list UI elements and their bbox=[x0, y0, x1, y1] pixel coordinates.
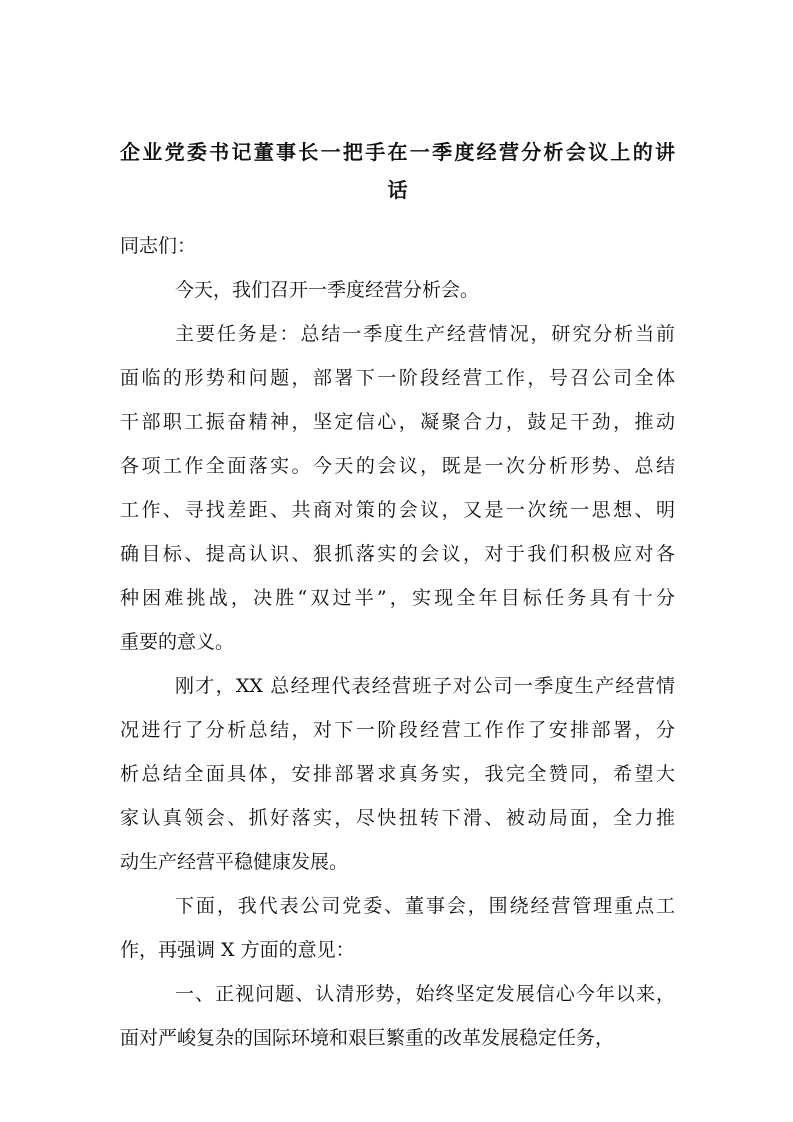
paragraph-line: 动生产经营平稳健康发展。 bbox=[120, 851, 349, 873]
paragraph-line: 种困难挑战，决胜“双过半”，实现全年目标任务具有十分 bbox=[120, 587, 675, 609]
paragraph-line: 况进行了分析总结，对下一阶段经营工作作了安排部署，分 bbox=[120, 719, 675, 741]
paragraph bbox=[120, 884, 675, 972]
title-line-2: 话 bbox=[387, 178, 408, 202]
paragraph-line: 确目标、提高认识、狠抓落实的会议，对于我们积极应对各 bbox=[120, 543, 675, 565]
paragraph bbox=[120, 224, 675, 268]
document-body bbox=[120, 224, 675, 1060]
paragraph bbox=[120, 312, 675, 664]
paragraph-line: 析总结全面具体，安排部署求真务实，我完全赞同，希望大 bbox=[120, 763, 675, 785]
paragraph-line: 同志们： bbox=[120, 235, 197, 257]
paragraph-line: 今天，我们召开一季度经营分析会。 bbox=[175, 279, 480, 301]
paragraph-line: 干部职工振奋精神，坚定信心，凝聚合力，鼓足干劲，推动 bbox=[120, 411, 675, 433]
paragraph bbox=[120, 268, 675, 312]
title-line-1: 企业党委书记董事长一把手在一季度经营分析会议上的讲 bbox=[120, 140, 675, 164]
paragraph-line: 主要任务是：总结一季度生产经营情况，研究分析当前 bbox=[175, 323, 675, 345]
paragraph-line: 面对严峻复杂的国际环境和艰巨繁重的改革发展稳定任务， bbox=[120, 1027, 615, 1049]
paragraph-line: 一、正视问题、认清形势，始终坚定发展信心今年以来， bbox=[175, 983, 675, 1005]
document-title bbox=[120, 133, 675, 209]
paragraph bbox=[120, 972, 675, 1060]
paragraph-line: 各项工作全面落实。今天的会议，既是一次分析形势、总结 bbox=[120, 455, 675, 477]
paragraph-line: 作，再强调 X 方面的意见： bbox=[120, 939, 355, 961]
paragraph-line: 刚才，XX 总经理代表经营班子对公司一季度生产经营情 bbox=[175, 675, 675, 697]
paragraph bbox=[120, 664, 675, 884]
paragraph-line: 面临的形势和问题，部署下一阶段经营工作，号召公司全体 bbox=[120, 367, 675, 389]
paragraph-line: 家认真领会、抓好落实，尽快扭转下滑、被动局面，全力推 bbox=[120, 807, 675, 829]
paragraph-line: 工作、寻找差距、共商对策的会议，又是一次统一思想、明 bbox=[120, 499, 675, 521]
paragraph-line: 下面，我代表公司党委、董事会，围绕经营管理重点工 bbox=[175, 895, 675, 917]
paragraph-line: 重要的意义。 bbox=[120, 631, 235, 653]
